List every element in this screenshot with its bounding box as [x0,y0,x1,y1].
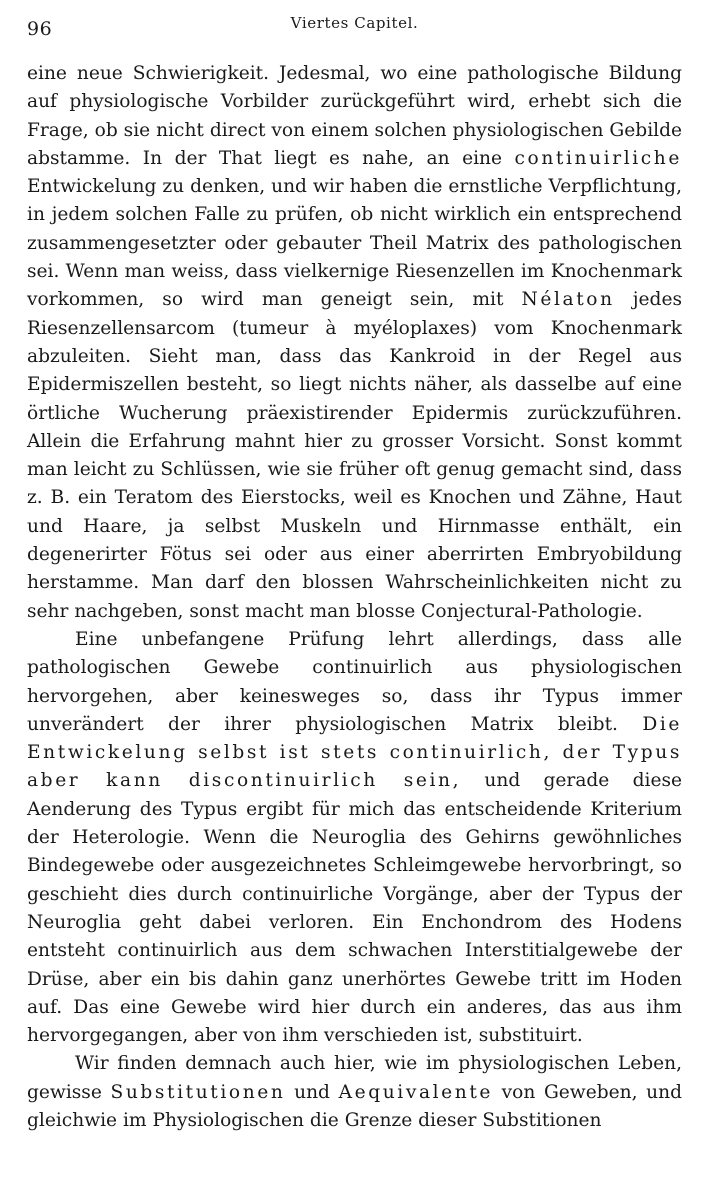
emphasized-text: Aequivalente [338,1081,494,1103]
text-segment: jedes Riesenzellensarcom (tumeur à myéloplaxes) vom Knochenmark abzuleiten. Sieht man, dass das Kankroid in der Regel aus Epidermiszellen besteht, so liegt nichts näher, als dasselbe auf eine örtliche Wucherung präexistirender Epidermis zurückzuführen. Allein die Erfahrung mahnt hier zu grosser Vorsicht. Sonst kommt man leicht zu Schlüssen, wie sie früher oft genug gemacht sind, dass z. B. ein Teratom des Eierstocks, weil es Knochen und Zähne, Haut und Haare, ja selbst Muskeln und Hirnmasse enthält, ein degenerirter Fötus sei oder aus einer aberrirten Embryobildung herstamme. Man darf den blossen Wahrscheinlichkeiten nicht zu sehr nachgeben, sonst macht man blosse Conjectural-Pathologie. [27,289,682,622]
body-text [27,60,682,1135]
page-number: 96 [27,18,53,40]
page-header [27,0,682,44]
running-head: Viertes Capitel. [290,14,419,32]
paragraph [27,1050,682,1135]
text-segment: und gerade diese Aenderung des Typus ergibt für mich das entscheidende Kriterium der Heterologie. Wenn die Neuroglia des Gehirns gewöhnliches Bindegewebe oder ausgezeichnetes Schleimgewebe hervorbringt, so geschieht dies durch continuirliche Vorgänge, aber der Typus der Neuroglia geht dabei verloren. Ein Enchondrom des Hodens entsteht continuirlich aus dem schwachen Interstitialgewebe der Drüse, aber ein bis dahin ganz unerhörtes Gewebe tritt im Hoden auf. Das eine Gewebe wird hier durch ein anderes, das aus ihm hervorgegangen, aber von ihm verschieden ist, substituirt. [27,770,682,1047]
text-segment: Entwickelung zu denken, und wir haben die ernstliche Verpflichtung, in jedem solchen Falle zu prüfen, ob nicht wirklich ein entsprechend zusammengesetzter oder gebauter Theil Matrix des pathologischen sei. Wenn man weiss, dass vielkernige Riesenzellen im Knochenmark vorkommen, so wird man geneigt sein, mit [27,176,682,311]
emphasized-text: continuirliche [514,147,682,169]
emphasized-text: Nélaton [521,289,615,311]
text-segment: Wir finden demnach auch hier, wie im physiologischen Leben, gewisse [27,1053,682,1103]
text-segment: eine neue Schwierigkeit. Jedesmal, wo eine pathologische Bildung auf physiologische Vorbilder zurückgeführt wird, erhebt sich die Frage, ob sie nicht direct von einem solchen physiologischen Gebilde abstamme. In der That liegt es nahe, an eine [27,63,682,169]
emphasized-text: Die Entwickelung selbst ist stets continuirlich, der Typus aber kann discontinuirlich sein, [27,713,682,792]
text-segment: Eine unbefangene Prüfung lehrt allerdings, dass alle pathologischen Gewebe continuirlich aus physiologischen hervorgehen, aber keinesweges so, dass ihr Typus immer unverändert der ihrer physiologischen Matrix bleibt. [27,628,682,735]
emphasized-text: Substitutionen [110,1081,286,1103]
paragraph [27,60,682,626]
text-segment: und [285,1081,339,1103]
text-segment: von Geweben, und gleichwie im Physiologischen die Grenze dieser Substitionen [27,1081,682,1131]
paragraph [27,626,682,1050]
